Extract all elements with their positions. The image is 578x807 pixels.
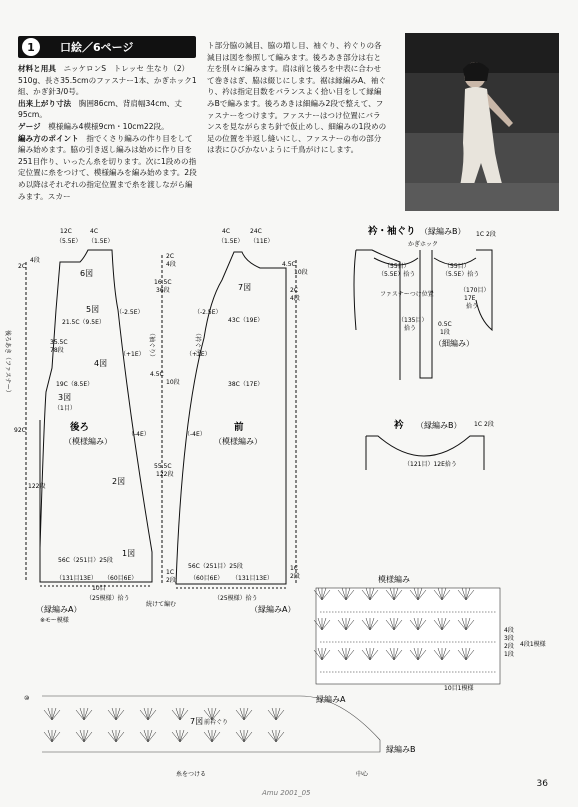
svg-text:続けて編む: 続けて編む [146,601,177,608]
svg-text:（60目6E）: （60目6E） [104,575,138,582]
step-6: 6図 [80,269,94,278]
svg-text:（細編み）: （細編み） [434,339,474,348]
svg-text:1段: 1段 [504,651,514,658]
svg-text:（55目）: （55目） [444,263,470,270]
svg-text:縁編みB: 縁編みB [386,745,416,754]
svg-text:糸をつける: 糸をつける [176,771,207,778]
svg-text:（25模様）拾う: （25模様）拾う [214,595,258,602]
svg-text:0.5C: 0.5C [438,321,452,328]
step-4: 4図 [94,359,108,368]
svg-text:4段: 4段 [290,295,300,302]
svg-text:※モー模様: ※モー模様 [40,617,69,624]
svg-text:1C: 1C [474,421,483,428]
svg-text:122段: 122段 [28,483,46,490]
svg-text:後ろあき（ファスナー）: 後ろあき（ファスナー） [4,330,11,396]
svg-text:1段: 1段 [440,329,450,336]
svg-text:2C: 2C [290,287,299,294]
edge-a-back-label: （縁編みA） [36,605,82,614]
svg-text:縁編みA: 縁編みA [316,695,346,704]
svg-text:4段: 4段 [166,261,176,268]
svg-text:（5.5E）拾う: （5.5E）拾う [442,271,480,278]
svg-text:2段: 2段 [166,577,176,584]
section-number: 1 [22,38,40,56]
instructions-middle: ト部分脇の減目、脇の増し目、袖ぐり、衿ぐりの各減目は図を参照して編みます。後ろあき部分は右と左を別々に編みます。肩は前と後ろを中表に合わせて巻きはぎ、脇は綴じにします。裾は縁編みA、袖ぐり、衿は指定目数をバランスよく拾い目をして縁編みBで編みます。後ろあきは細編み2段で整えて、ファスナーをつけます。ファスナーはつけ位置にバランスを見ながらまち針で仮止めし、細編みの1段めの足の位置を半返し縫いにし、ファスナーの布の部分は表にひびかないように千鳥がけにします。 [207,41,387,155]
svg-text:17E: 17E [464,295,476,302]
svg-text:（11E）: （11E） [250,238,274,245]
svg-text:4.5C: 4.5C [150,371,164,378]
svg-text:10段: 10段 [294,269,308,276]
collar-sleeve-title: 衿・袖ぐり [368,226,416,237]
svg-text:（模様編み）: （模様編み） [214,437,262,446]
svg-text:4C: 4C [90,228,99,235]
back-panel-outline [40,250,152,582]
svg-text:（60目6E）: （60目6E） [190,575,224,582]
svg-text:92C: 92C [14,427,26,434]
svg-text:10目1模様: 10目1模様 [444,685,474,692]
step-2: 2図 [112,477,126,486]
svg-text:（衿ぐり）: （衿ぐり） [194,330,201,361]
svg-text:19C（8.5E）: 19C（8.5E） [56,381,94,388]
pattern-chart-area [316,588,500,684]
svg-text:1C: 1C [166,569,175,576]
svg-text:10目: 10目 [92,585,106,592]
back-neck-width: 12C [60,228,72,235]
svg-text:（5.5E）: （5.5E） [56,238,82,245]
svg-text:3段: 3段 [504,635,514,642]
svg-text:56C（251目）25段: 56C（251目）25段 [58,557,113,564]
svg-text:（1.5E）: （1.5E） [218,238,244,245]
neckline-chart-title: 7図 [190,717,204,726]
svg-text:56C（251目）25段: 56C（251目）25段 [188,563,243,570]
step-7: 7図 [238,283,252,292]
gauge: ゲージ 模様編み4模様9cm・10cm22段。 [18,121,169,131]
svg-text:（縁編みB）: （縁編みB） [420,227,466,236]
svg-text:4段1模様: 4段1模様 [520,641,546,648]
svg-text:1C: 1C [290,565,299,572]
svg-text:4C: 4C [222,228,231,235]
svg-text:中心: 中心 [356,771,369,778]
points: 編み方のポイント 指でくさり編みの作り目をして編み始めます。脇の引き返し編みは始めに作り目を251目作り、いったん糸を切ります。次に1段めの指定位置に糸をつけて、模様編みを編み始めます。2段め以降はそれぞれの指定位置まで糸を渡しながら編みます。スカー [18,133,197,201]
svg-text:4段: 4段 [504,627,514,634]
svg-text:2段: 2段 [484,421,494,428]
svg-text:（模様編み）: （模様編み） [64,437,112,446]
svg-text:2C: 2C [18,263,27,270]
finished-size: 出来上がり寸法 胸囲86cm、背肩幅34cm、丈95cm。 [18,98,182,120]
svg-text:（-2.5E）: （-2.5E） [116,309,144,316]
svg-text:38C（17E）: 38C（17E） [228,381,264,388]
svg-text:4段: 4段 [30,257,40,264]
edge-a-front-label: （縁編みA） [250,605,296,614]
svg-text:（5.5E）拾う: （5.5E）拾う [378,271,416,278]
front-label: 前 [234,422,244,433]
svg-text:（55目）: （55目） [384,263,410,270]
svg-text:55.5C: 55.5C [154,463,172,470]
svg-text:78段: 78段 [50,347,64,354]
svg-text:1C: 1C [476,231,485,238]
back-opening [420,250,432,378]
collar-title: 衿 [394,420,404,431]
svg-text:（袖ぐり）: （袖ぐり） [148,330,155,361]
page-number: 36 [536,779,548,789]
section-title: 口絵／6ページ [60,41,134,54]
svg-text:（-4E）: （-4E） [128,431,150,438]
step-3: 3図 [58,393,72,402]
svg-text:2C: 2C [166,253,175,260]
armhole-outline [356,250,492,380]
svg-text:（135目）: （135目） [398,317,428,324]
svg-text:拾う: 拾う [404,325,417,332]
back-label: 後ろ [70,422,90,433]
svg-text:2段: 2段 [504,643,514,650]
svg-text:（131目13E）: （131目13E） [56,575,97,582]
svg-text:（-2.5E）: （-2.5E） [194,309,222,316]
svg-text:10段: 10段 [166,379,180,386]
step-1: 1図 [122,549,136,558]
front-panel-outline [176,252,286,584]
svg-text:（25模様）拾う: （25模様）拾う [86,595,130,602]
svg-text:（+1E）: （+1E） [120,351,145,358]
step-5: 5図 [86,305,100,314]
svg-text:前衿ぐり: 前衿ぐり [204,719,229,726]
svg-text:122段: 122段 [156,471,174,478]
svg-text:（-4E）: （-4E） [184,431,206,438]
svg-text:43C（19E）: 43C（19E） [228,317,264,324]
svg-text:21.5C（9.5E）: 21.5C（9.5E） [62,319,105,326]
svg-text:（+1E）: （+1E） [186,351,211,358]
svg-text:35.5C: 35.5C [50,339,68,346]
svg-text:36段: 36段 [156,287,170,294]
svg-text:拾う: 拾う [466,303,479,310]
svg-text:かぎホック: かぎホック [408,241,439,248]
svg-text:⑩: ⑩ [24,695,30,702]
svg-text:（1目）: （1目） [54,405,76,412]
pattern-chart-title: 模様編み [378,575,410,584]
materials: 材料と用具 ニッケロンS トレッセ 生なり（2）510g、長さ35.5cmのファスナー1本、かぎホック1組、かぎ針3/0号。 [18,64,197,97]
svg-text:24C: 24C [250,228,262,235]
svg-text:2段: 2段 [290,573,300,580]
svg-text:（縁編みB）: （縁編みB） [416,421,462,430]
svg-text:4.5C: 4.5C [282,261,296,268]
svg-text:（1.5E）: （1.5E） [88,238,114,245]
svg-text:（170目）: （170目） [460,287,490,294]
watermark: Amu 2001_05 [262,789,311,797]
svg-text:ファスナーつけ位置: ファスナーつけ位置 [380,291,434,298]
svg-text:2段: 2段 [486,231,496,238]
svg-text:16.5C: 16.5C [154,279,172,286]
svg-text:（131目13E）: （131目13E） [232,575,273,582]
svg-text:（121目）12E拾う: （121目）12E拾う [404,461,457,468]
